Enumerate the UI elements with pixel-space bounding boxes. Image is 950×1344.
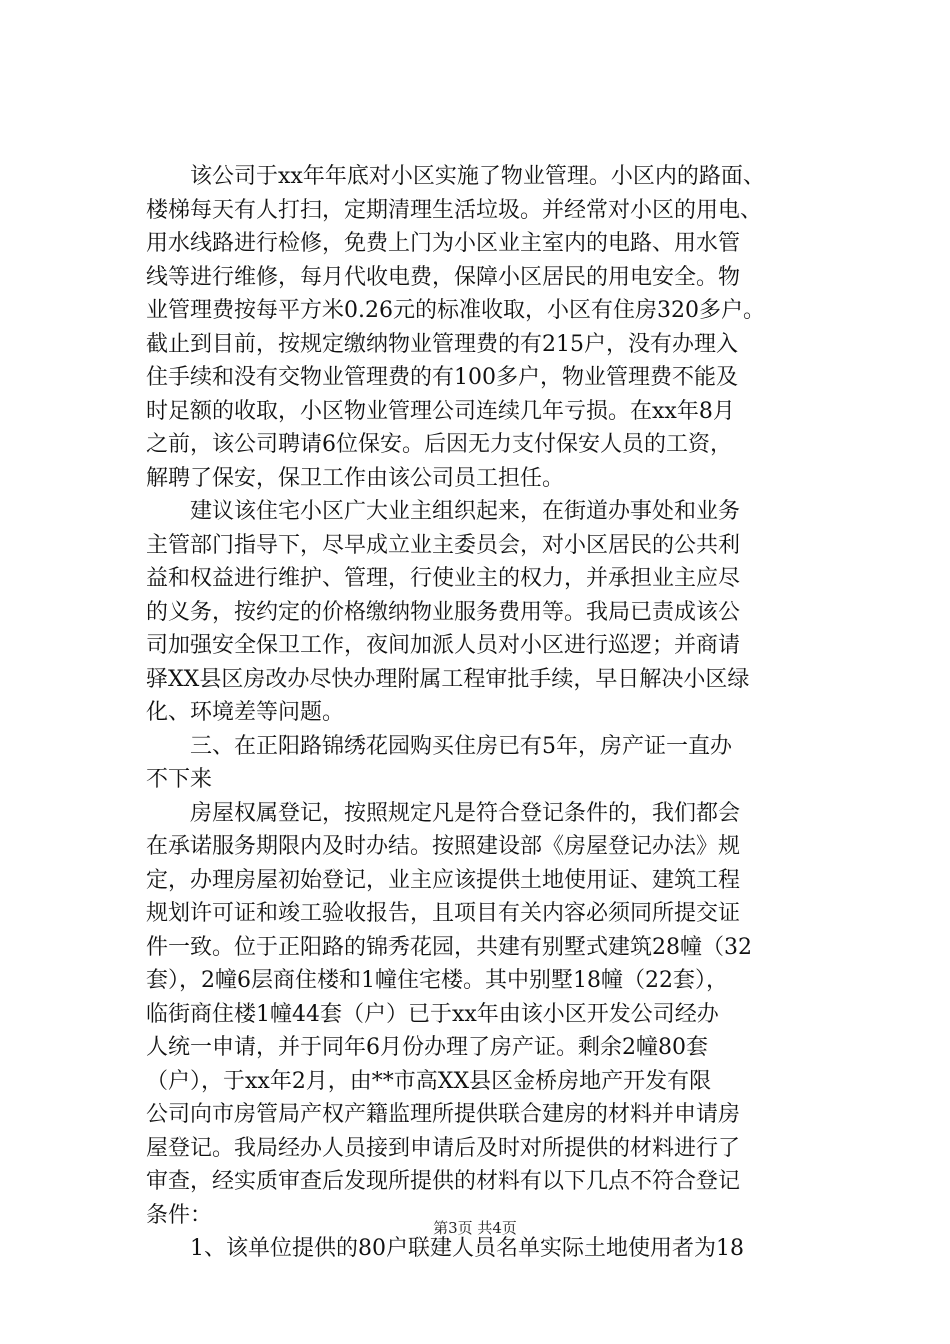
page-footer — [0, 1218, 950, 1238]
paragraph-line: 屋登记。我局经办人员接到申请后及时对所提供的材料进行了 — [146, 1135, 741, 1161]
paragraph-line: 定，办理房屋初始登记，业主应该提供土地使用证、建筑工程 — [146, 867, 741, 893]
section-heading: 三、在正阳路锦绣花园购买住房已有5年，房产证一直办 — [190, 733, 732, 759]
paragraph-line: 时足额的收取，小区物业管理公司连续几年亏损。在xx年8月 — [146, 398, 735, 424]
paragraph-line: 截止到目前，按规定缴纳物业管理费的有215户，没有办理入 — [146, 331, 738, 357]
paragraph-line: 司加强安全保卫工作，夜间加派人员对小区进行巡逻；并商请 — [146, 633, 741, 658]
document-body — [146, 160, 836, 1266]
paragraph-line: 建议该住宅小区广大业主组织起来，在街道办事处和业务 — [190, 499, 741, 524]
list-item: 1、该单位提供的80户联建人员名单实际土地使用者为18 — [190, 1236, 744, 1261]
paragraph-line: 条件： — [146, 1202, 213, 1228]
paragraph-line: 临街商住楼1幢44套（户）已于xx年由该小区开发公司经办 — [146, 1001, 719, 1027]
paragraph-line: 在承诺服务期限内及时办结。按照建设部《房屋登记办法》规 — [146, 834, 741, 859]
paragraph-line: 业管理费按每平方米0.26元的标准收取，小区有住房320多户。 — [146, 298, 765, 323]
paragraph-line: 线等进行维修，每月代收电费，保障小区居民的用电安全。物 — [146, 264, 741, 290]
paragraph-line: 解聘了保安，保卫工作由该公司员工担任。 — [146, 465, 565, 491]
paragraph-line: 主管部门指导下，尽早成立业主委员会，对小区居民的公共利 — [146, 532, 741, 558]
paragraph-line: 套），2幢6层商住楼和1幢住宅楼。其中别墅18幢（22套）， — [146, 968, 728, 993]
paragraph-line: 住手续和没有交物业管理费的有100多户，物业管理费不能及 — [146, 365, 738, 390]
paragraph-line: 人统一申请，并于同年6月份办理了房产证。剩余2幢80套 — [146, 1035, 708, 1060]
paragraph-line: 公司向市房管局产权产籍监理所提供联合建房的材料并申请房 — [146, 1102, 741, 1127]
paragraph-line: 之前，该公司聘请6位保安。后因无力支付保安人员的工资， — [146, 432, 732, 457]
paragraph-line: 益和权益进行维护、管理，行使业主的权力，并承担业主应尽 — [146, 566, 741, 591]
paragraph-line: （户），于xx年2月，由**市高XX县区金桥房地产开发有限 — [146, 1068, 712, 1094]
paragraph-line: 件一致。位于正阳路的锦秀花园，共建有别墅式建筑28幢（32 — [146, 934, 752, 960]
paragraph-line: 房屋权属登记，按照规定凡是符合登记条件的，我们都会 — [190, 800, 741, 826]
paragraph-line: 审查，经实质审查后发现所提供的材料有以下几点不符合登记 — [146, 1169, 741, 1194]
section-heading: 不下来 — [146, 767, 213, 792]
paragraph-line: 化、环境差等问题。 — [146, 700, 345, 725]
paragraph-line: 规划许可证和竣工验收报告，且项目有关内容必须同所提交证 — [146, 901, 741, 926]
paragraph-line: 驿XX县区房改办尽快办理附属工程审批手续，早日解决小区绿 — [146, 666, 750, 692]
page-number: 第3页 共4页 — [433, 1219, 517, 1237]
paragraph-line: 的义务，按约定的价格缴纳物业服务费用等。我局已责成该公 — [146, 599, 741, 625]
paragraph-line: 用水线路进行检修，免费上门为小区业主室内的电路、用水管 — [146, 231, 741, 256]
paragraph-line: 该公司于xx年年底对小区实施了物业管理。小区内的路面、 — [190, 164, 765, 189]
paragraph-line: 楼梯每天有人打扫，定期清理生活垃圾。并经常对小区的用电、 — [146, 197, 763, 223]
